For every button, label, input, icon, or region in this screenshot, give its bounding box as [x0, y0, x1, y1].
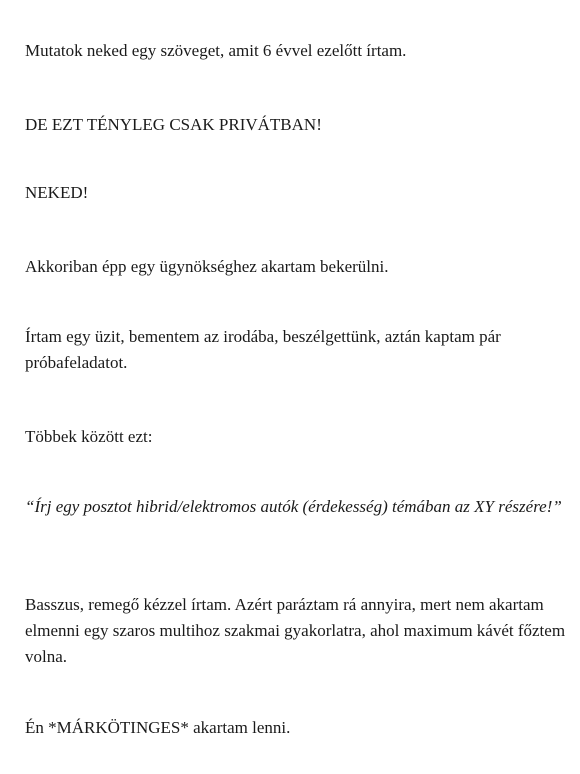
paragraph-private: DE EZT TÉNYLEG CSAK PRIVÁTBAN! — [25, 115, 322, 134]
paragraph-intro: Mutatok neked egy szöveget, amit 6 évvel ezelőtt írtam. — [25, 41, 407, 60]
paragraph-for-you: NEKED! — [25, 183, 89, 202]
paragraph-message: Írtam egy üzit, bementem az irodába, beszélgettünk, aztán kaptam pár próbafeladatot. — [25, 327, 501, 372]
paragraph-quote: “Írj egy posztot hibrid/elektromos autók (érdekesség) témában az XY részére!” — [25, 497, 562, 516]
paragraph-trembling: Basszus, remegő kézzel írtam. Azért paráztam rá annyira, mert nem akartam elmenni egy szaros multihoz szakmai gyakorlatra, ahol maximum kávét főztem volna. — [25, 595, 566, 666]
paragraph-marketing: Én *MÁRKÖTINGES* akartam lenni. — [25, 718, 291, 737]
paragraph-among-others: Többek között ezt: — [25, 427, 153, 446]
paragraph-agency: Akkoriban épp egy ügynökséghez akartam bekerülni. — [25, 257, 389, 276]
